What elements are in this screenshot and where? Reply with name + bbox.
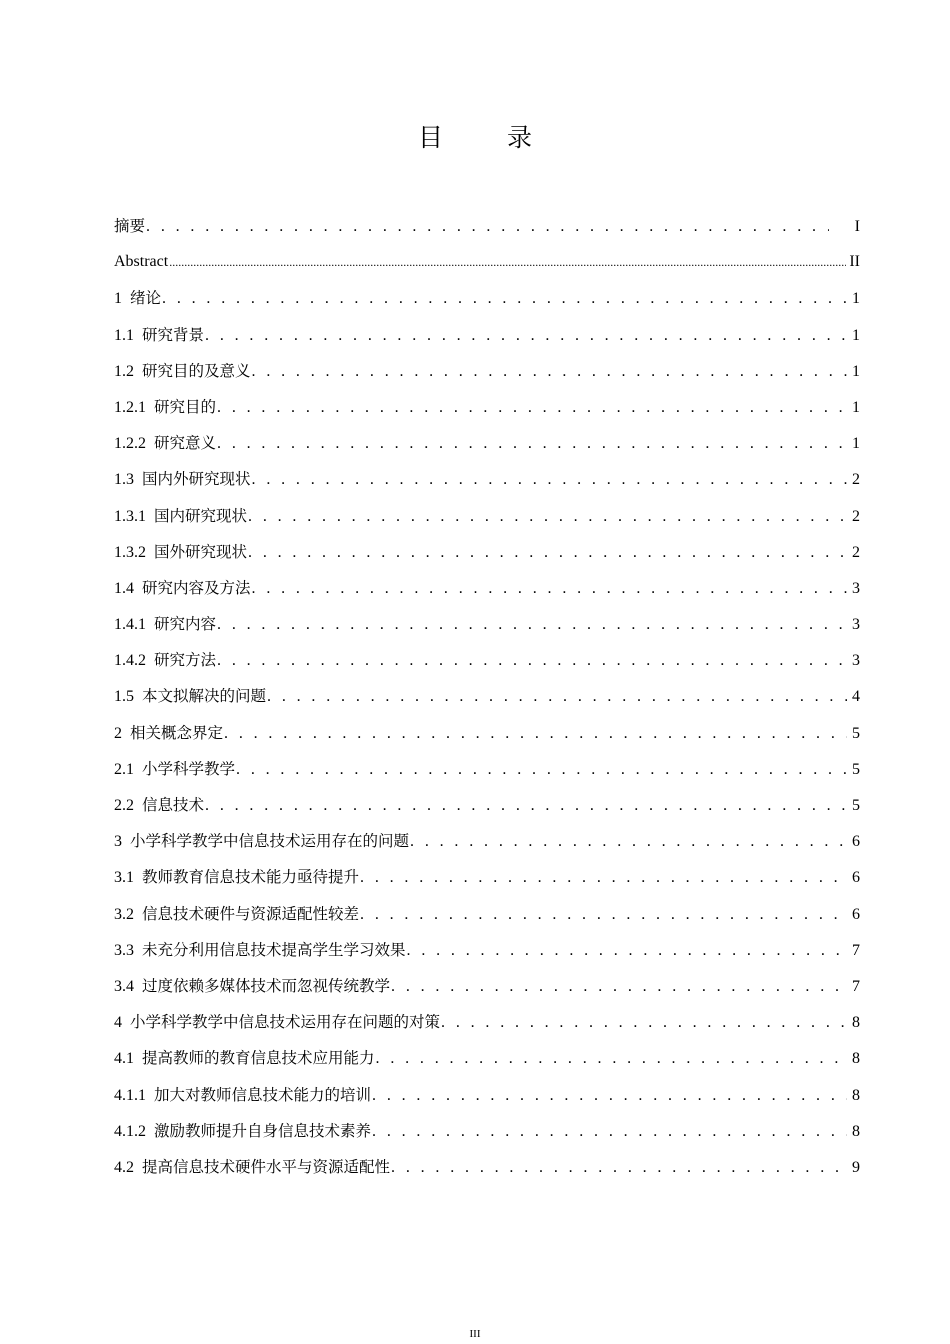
toc-section-number: 3.3 bbox=[114, 941, 134, 959]
toc-entry[interactable] bbox=[114, 606, 860, 642]
toc-entry[interactable] bbox=[114, 715, 860, 751]
toc-entry-title: 本文拟解决的问题 bbox=[142, 687, 267, 706]
toc-entry-title: 信息技术 bbox=[142, 796, 205, 814]
dot-leader bbox=[169, 244, 846, 280]
toc-entry[interactable] bbox=[114, 751, 860, 787]
toc-section-number: 2.1 bbox=[114, 760, 134, 778]
toc-entry[interactable] bbox=[114, 498, 860, 534]
toc-section-number: 3.1 bbox=[114, 869, 134, 887]
toc-section-number: 1 bbox=[114, 290, 122, 308]
toc-entry-title: 摘要 bbox=[114, 217, 146, 235]
toc-page-number: 3 bbox=[852, 579, 860, 597]
toc-entry-title: 小学科学教学 bbox=[142, 759, 236, 778]
toc-entry-title: 教师教育信息技术能力亟待提升 bbox=[142, 868, 360, 887]
toc-page-number: 1 bbox=[852, 435, 860, 453]
toc-entry-title: 激励教师提升自身信息技术素养 bbox=[154, 1121, 372, 1140]
toc-page-number: 3 bbox=[852, 652, 860, 670]
toc-page-number: 5 bbox=[852, 724, 860, 742]
toc-entry[interactable] bbox=[114, 896, 860, 932]
dot-leader bbox=[224, 716, 847, 752]
toc-entry[interactable] bbox=[114, 1040, 860, 1076]
dot-leader bbox=[372, 1114, 847, 1150]
toc-section-number: 2.2 bbox=[114, 797, 134, 814]
toc-entry[interactable] bbox=[114, 1077, 860, 1113]
toc-page-number: 6 bbox=[852, 869, 860, 887]
toc-entry-title: 研究内容 bbox=[154, 615, 217, 634]
toc-section-number: 1.3.2 bbox=[114, 543, 146, 561]
toc-section-number: 2 bbox=[114, 724, 122, 742]
dot-leader bbox=[205, 788, 847, 824]
dot-leader bbox=[248, 499, 847, 535]
toc-entry[interactable] bbox=[114, 1149, 860, 1185]
toc-section-number: 1.3.1 bbox=[114, 507, 146, 525]
table-of-contents bbox=[114, 208, 860, 1185]
toc-entry-title: 研究背景 bbox=[142, 325, 205, 344]
toc-section-number: 1.1 bbox=[114, 326, 134, 344]
toc-entry[interactable] bbox=[114, 823, 860, 859]
dot-leader bbox=[391, 1150, 847, 1186]
toc-entry-title: 过度依赖多媒体技术而忽视传统教学 bbox=[142, 976, 391, 995]
dot-leader bbox=[410, 824, 847, 860]
toc-entry-title: 小学科学教学中信息技术运用存在的问题 bbox=[130, 832, 410, 851]
toc-section-number: 4 bbox=[114, 1014, 122, 1032]
dot-leader bbox=[252, 462, 847, 498]
toc-page-number: 1 bbox=[852, 290, 860, 308]
toc-entry-title: 研究意义 bbox=[154, 434, 217, 453]
toc-section-number: 1.4.2 bbox=[114, 652, 146, 670]
toc-section-number: 1.2 bbox=[114, 362, 134, 380]
toc-page-number: 4 bbox=[852, 688, 860, 706]
dot-leader bbox=[372, 1078, 847, 1114]
dot-leader bbox=[162, 281, 847, 317]
toc-page-number: 9 bbox=[852, 1158, 860, 1176]
toc-entry[interactable] bbox=[114, 280, 860, 316]
toc-page-number: 8 bbox=[852, 1086, 860, 1104]
toc-entry[interactable] bbox=[114, 1113, 860, 1149]
toc-entry-title: 国内外研究现状 bbox=[142, 470, 251, 489]
dot-leader bbox=[391, 969, 847, 1005]
toc-entry[interactable] bbox=[114, 642, 860, 678]
toc-page-number: 7 bbox=[852, 941, 860, 959]
toc-entry[interactable] bbox=[114, 389, 860, 425]
toc-entry-title: 国内研究现状 bbox=[154, 506, 248, 525]
footer-page-number: III bbox=[469, 1328, 481, 1340]
toc-section-number: 3 bbox=[114, 833, 122, 851]
dot-leader bbox=[252, 571, 847, 607]
dot-leader bbox=[252, 354, 847, 390]
toc-entry[interactable] bbox=[114, 353, 860, 389]
toc-entry-title: 加大对教师信息技术能力的培训 bbox=[154, 1085, 372, 1104]
toc-entry[interactable] bbox=[114, 317, 860, 353]
toc-section-number: 1.2.1 bbox=[114, 398, 146, 416]
toc-entry-title: 提高教师的教育信息技术应用能力 bbox=[142, 1049, 375, 1068]
toc-page-number: 8 bbox=[852, 1122, 860, 1140]
toc-page-number: 1 bbox=[852, 398, 860, 416]
toc-page-number: II bbox=[849, 253, 860, 271]
dot-leader bbox=[146, 209, 829, 245]
dot-leader bbox=[267, 679, 847, 715]
toc-page-number: 2 bbox=[852, 543, 860, 561]
toc-section-number: 1.3 bbox=[114, 471, 134, 489]
dot-leader bbox=[217, 607, 847, 643]
toc-section-number: 3.2 bbox=[114, 905, 134, 923]
toc-entry[interactable] bbox=[114, 208, 860, 244]
dot-leader bbox=[376, 1041, 847, 1077]
toc-entry-title: 相关概念界定 bbox=[130, 723, 224, 742]
toc-entry-title: 绪论 bbox=[130, 289, 162, 308]
toc-entry[interactable] bbox=[114, 1004, 860, 1040]
toc-entry[interactable] bbox=[114, 932, 860, 968]
toc-section-number: 1.5 bbox=[114, 688, 134, 706]
toc-page-number: 1 bbox=[852, 362, 860, 380]
dot-leader bbox=[205, 318, 847, 354]
dot-leader bbox=[236, 752, 847, 788]
toc-entry-title: 国外研究现状 bbox=[154, 542, 248, 561]
page-title: 目 录 bbox=[418, 123, 560, 152]
toc-page-number: 6 bbox=[852, 905, 860, 923]
toc-page-number: 8 bbox=[852, 1050, 860, 1068]
toc-section-number: 4.1.1 bbox=[114, 1086, 146, 1104]
toc-entry[interactable] bbox=[114, 678, 860, 714]
toc-page-number: 7 bbox=[852, 977, 860, 995]
dot-leader bbox=[360, 860, 847, 896]
toc-section-number: 4.1 bbox=[114, 1050, 134, 1068]
toc-page-number: 5 bbox=[852, 760, 860, 778]
toc-entry[interactable] bbox=[114, 859, 860, 895]
toc-page-number: 1 bbox=[852, 326, 860, 344]
toc-entry-title: 研究方法 bbox=[154, 651, 217, 670]
toc-entry[interactable] bbox=[114, 787, 860, 823]
toc-entry[interactable] bbox=[114, 425, 860, 461]
toc-section-number: 1.4.1 bbox=[114, 616, 146, 634]
toc-page-number: 2 bbox=[852, 507, 860, 525]
toc-entry[interactable] bbox=[114, 570, 860, 606]
toc-entry-title: 小学科学教学中信息技术运用存在问题的对策 bbox=[130, 1013, 441, 1032]
toc-entry-title: 研究目的 bbox=[154, 397, 217, 416]
toc-section-number: 1.2.2 bbox=[114, 435, 146, 453]
dot-leader bbox=[217, 643, 847, 679]
toc-entry-title: 信息技术硬件与资源适配性较差 bbox=[142, 904, 360, 923]
dot-leader bbox=[217, 426, 847, 462]
toc-section-number: 1.4 bbox=[114, 579, 134, 597]
toc-page-number: 5 bbox=[852, 797, 860, 814]
toc-entry-title: Abstract bbox=[114, 253, 169, 271]
toc-section-number: 4.1.2 bbox=[114, 1122, 146, 1140]
toc-entry[interactable] bbox=[114, 244, 860, 280]
dot-leader bbox=[407, 933, 847, 969]
toc-entry-title: 研究内容及方法 bbox=[142, 578, 251, 597]
toc-entry[interactable] bbox=[114, 968, 860, 1004]
toc-page-number: 8 bbox=[852, 1014, 860, 1032]
toc-entry[interactable] bbox=[114, 461, 860, 497]
dot-leader bbox=[360, 897, 847, 933]
toc-page-number: I bbox=[854, 218, 860, 235]
toc-page-number: 2 bbox=[852, 471, 860, 489]
toc-entry-title: 未充分利用信息技术提高学生学习效果 bbox=[142, 940, 406, 959]
dot-leader bbox=[441, 1005, 847, 1041]
dot-leader bbox=[217, 390, 847, 426]
toc-section-number: 3.4 bbox=[114, 977, 134, 995]
toc-entry-title: 研究目的及意义 bbox=[142, 361, 251, 380]
toc-section-number: 4.2 bbox=[114, 1158, 134, 1176]
toc-entry[interactable] bbox=[114, 534, 860, 570]
dot-leader bbox=[248, 535, 847, 571]
toc-page-number: 6 bbox=[852, 833, 860, 851]
toc-entry-title: 提高信息技术硬件水平与资源适配性 bbox=[142, 1157, 391, 1176]
toc-page-number: 3 bbox=[852, 616, 860, 634]
